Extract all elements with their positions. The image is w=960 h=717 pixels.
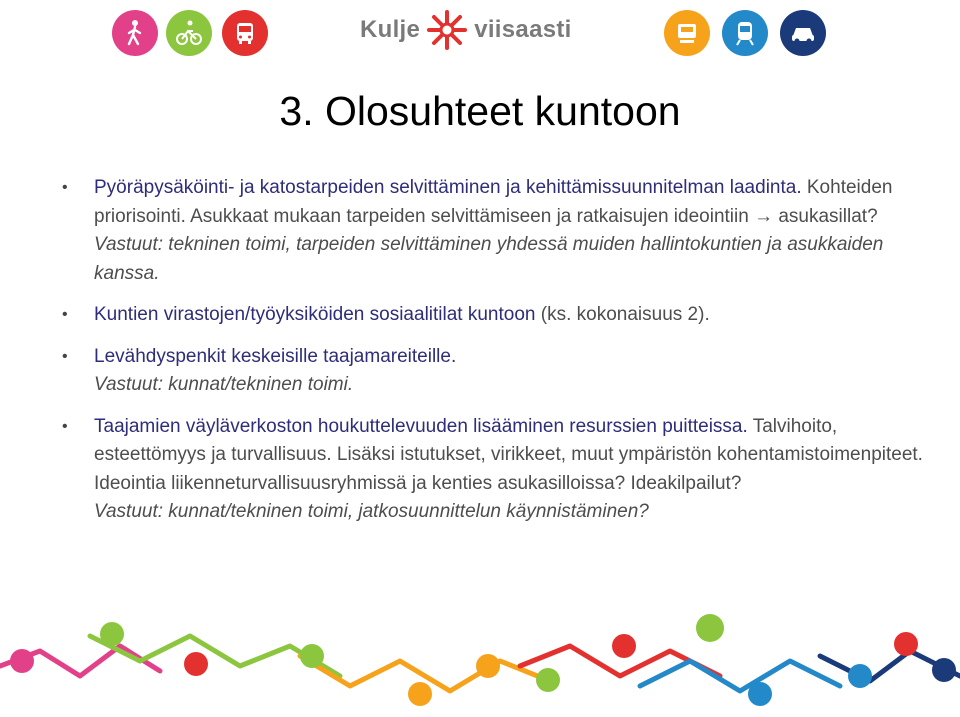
item-heading: Pyöräpysäköinti- ja katostarpeiden selvittäminen ja kehittämissuunnitelman laadinta. xyxy=(94,177,802,198)
walking-icon xyxy=(112,10,158,56)
route-stop-icon xyxy=(848,664,872,688)
route-stop-icon xyxy=(696,614,724,642)
bullet-list xyxy=(62,174,937,540)
route-stop-icon xyxy=(612,634,636,658)
item-heading: Taajamien väyläverkoston houkuttelevuuden lisääminen resurssien puitteissa. xyxy=(94,415,748,437)
route-stop-icon xyxy=(100,622,124,646)
route-stop-icon xyxy=(300,644,324,668)
bullet-icon: • xyxy=(62,179,68,196)
logo-word-left: Kulje xyxy=(360,16,421,43)
kulje-viisaasti-logo xyxy=(360,10,572,50)
route-stop-icon xyxy=(894,632,918,656)
route-stop-icon xyxy=(476,654,500,678)
bus-stop-icon xyxy=(664,10,710,56)
route-stop-icon xyxy=(408,682,432,706)
item-text: Kohteiden priorisointi. Asukkaat mukaan tarpeiden selvittämiseen ja ratkaisujen ideointiin xyxy=(94,177,893,227)
cycling-icon xyxy=(166,10,212,56)
bullet-icon: • xyxy=(62,347,68,365)
logo-word-right: viisaasti xyxy=(474,16,572,43)
route-stop-icon xyxy=(748,682,772,706)
item-heading: Levähdyspenkit keskeisille taajamareiteille. xyxy=(94,345,457,367)
item-responsibility: Vastuut: kunnat/tekninen toimi, jatkosuunnittelun käynnistäminen? xyxy=(94,501,649,522)
item-text: Talvihoito, esteettömyys ja turvallisuus. Lisäksi istutukset, virikkeet, muut ympäristön kohentamistoimenpiteet. Ideointia liikenneturvallisuusryhmissä ja kenties asukasilloissa? Ideakilpailut? xyxy=(94,415,923,494)
bus-icon xyxy=(222,10,268,56)
route-stop-icon xyxy=(10,649,34,673)
item-text: asukasillat? xyxy=(773,205,878,227)
item-responsibility: Vastuut: tekninen toimi, tarpeiden selvittäminen yhdessä muiden hallintokuntien ja asukkaiden kanssa. xyxy=(94,234,884,284)
route-stop-icon xyxy=(932,658,956,682)
footer-route-graphic xyxy=(0,606,960,717)
bullet-icon: • xyxy=(62,306,68,323)
list-item xyxy=(62,174,937,288)
item-responsibility: Vastuut: kunnat/tekninen toimi. xyxy=(94,374,354,395)
arrow-icon: → xyxy=(754,205,774,227)
page-title: 3. Olosuhteet kuntoon xyxy=(279,88,681,134)
logo-star-icon xyxy=(426,9,468,51)
car-icon xyxy=(780,10,826,56)
route-line-blue xyxy=(640,661,840,691)
bullet-icon: • xyxy=(62,417,68,435)
list-item xyxy=(62,301,937,330)
train-icon xyxy=(722,10,768,56)
list-item xyxy=(62,343,937,400)
route-stop-icon xyxy=(536,668,560,692)
item-text: (ks. kokonaisuus 2). xyxy=(535,304,710,325)
item-heading: Kuntien virastojen/työyksiköiden sosiaalitilat kuntoon xyxy=(94,304,536,325)
route-stop-icon xyxy=(184,652,208,676)
list-item xyxy=(62,413,937,527)
